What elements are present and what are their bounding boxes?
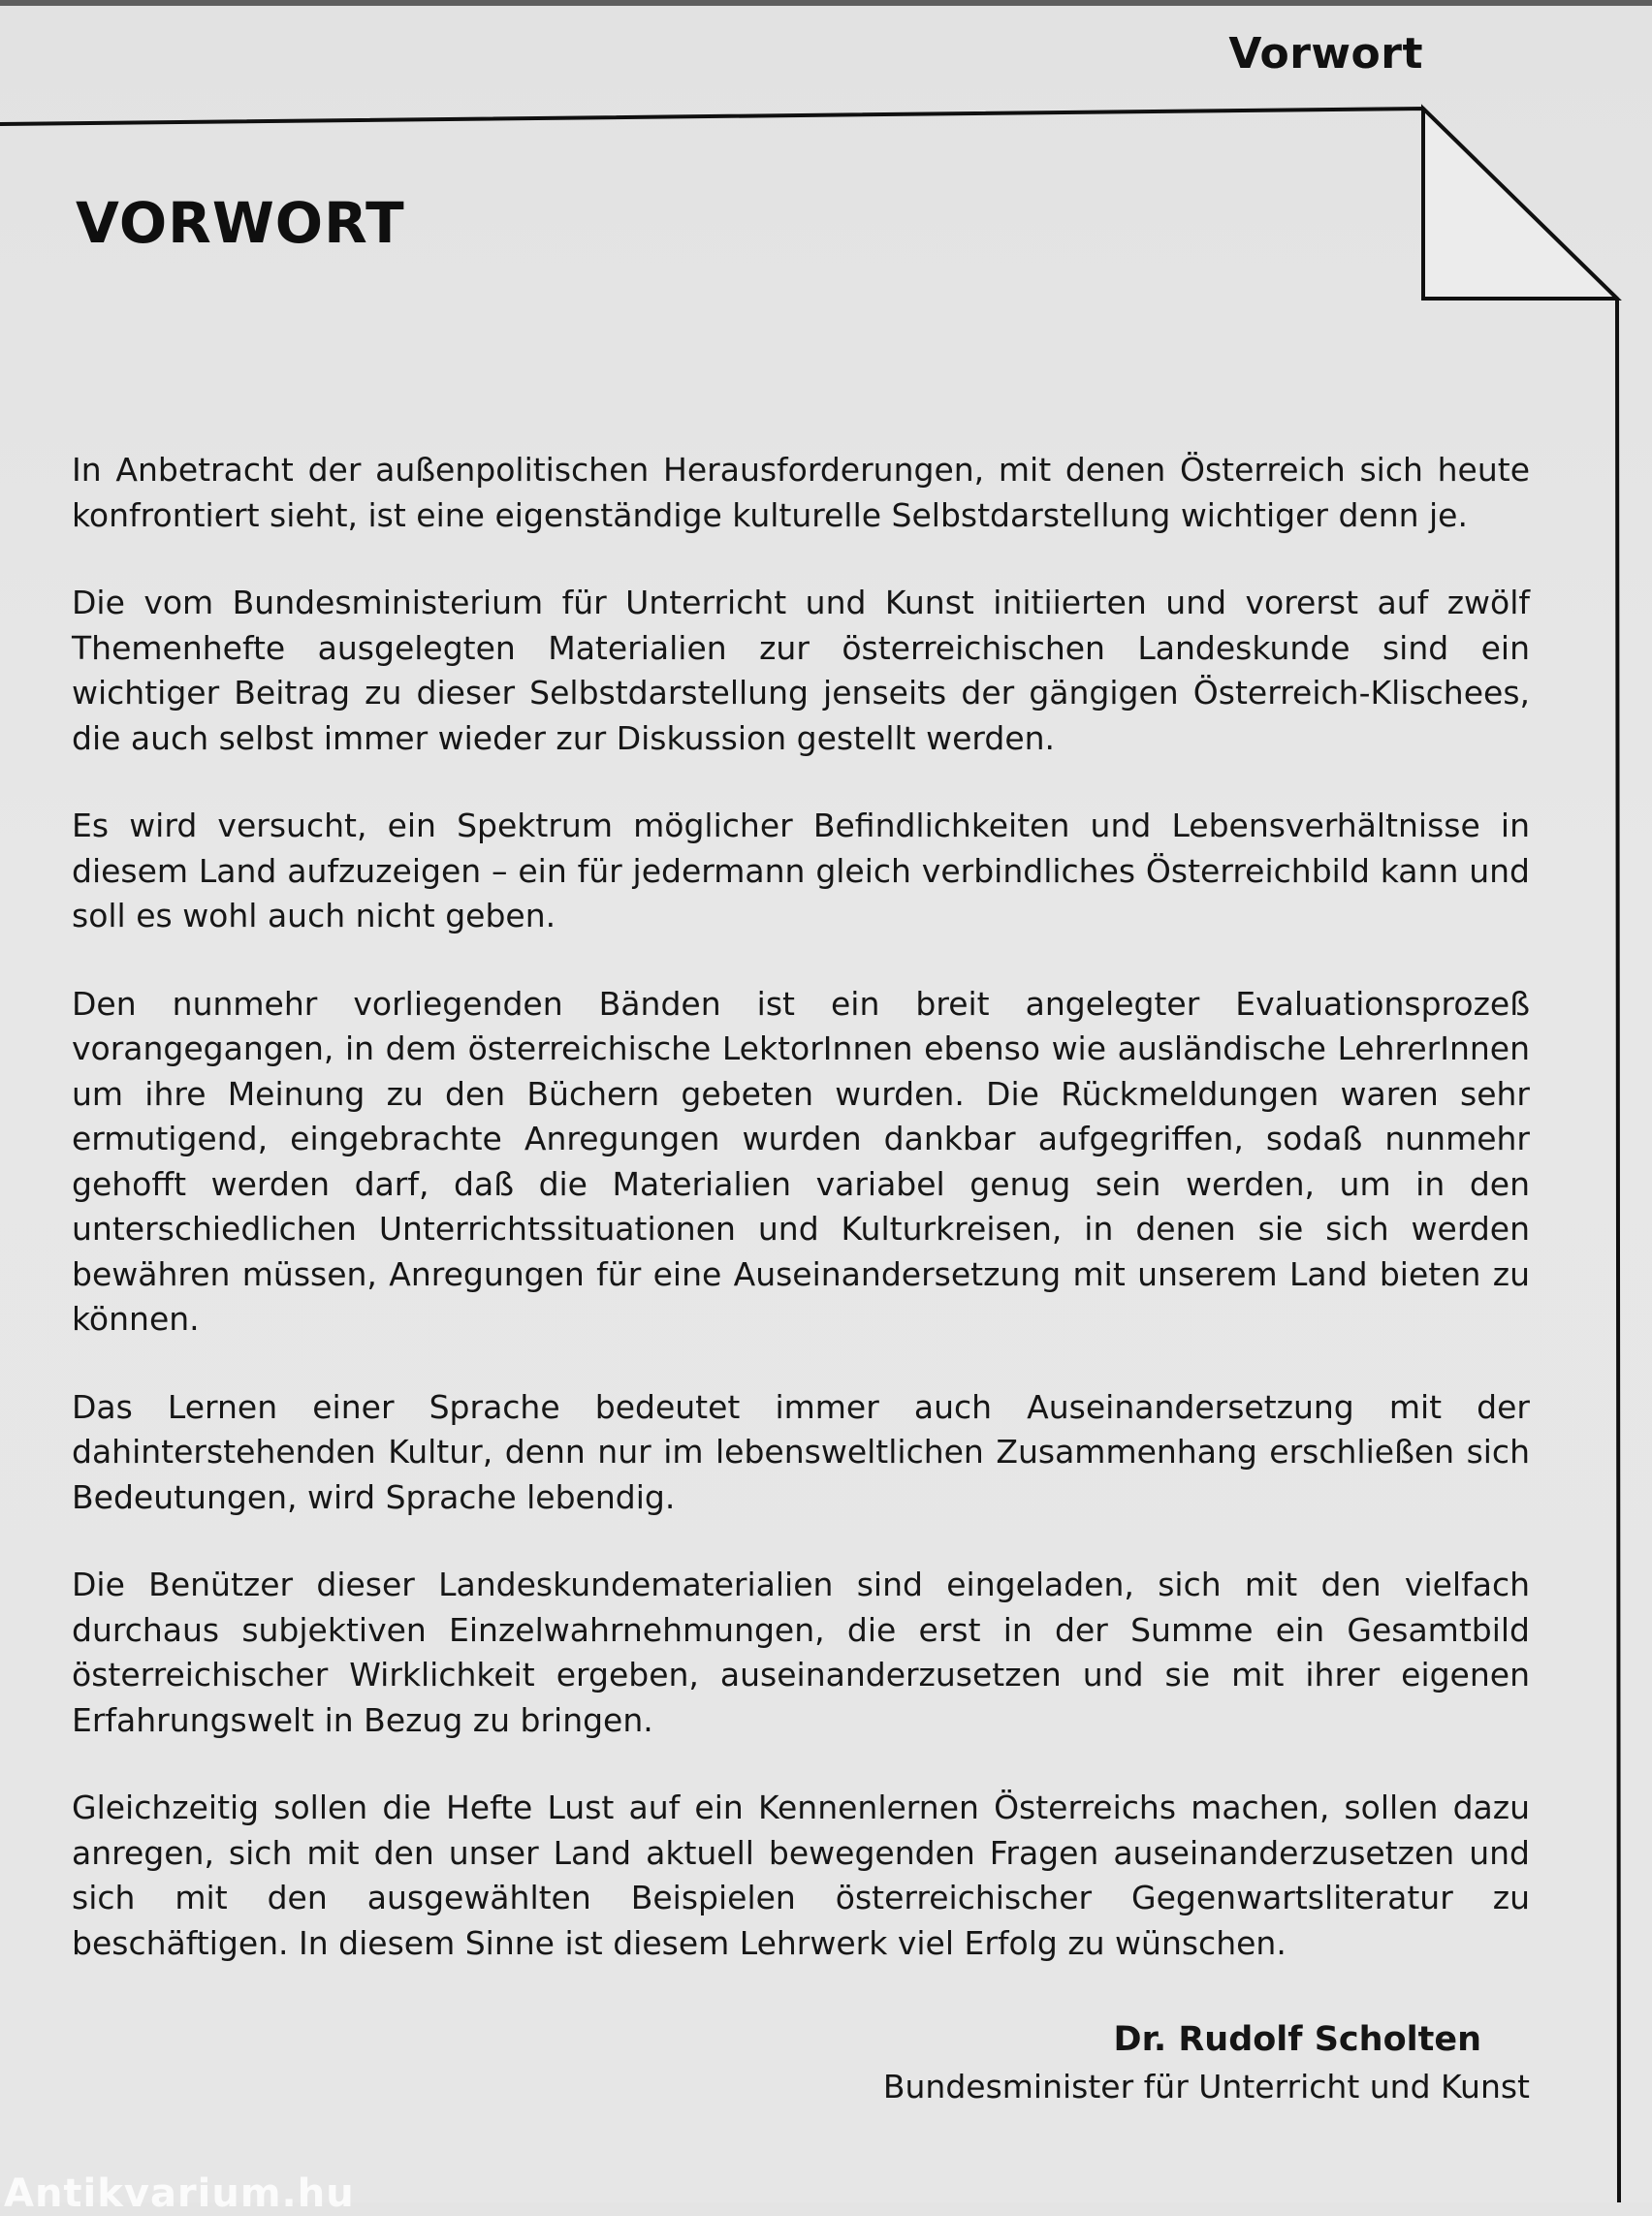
body-text [72,448,1530,1966]
paragraph-6: Die Benützer dieser Landeskundematerialien sind eingeladen, sich mit den vielfach durchaus subjektiven Einzelwahrnehmungen, die erst in der Summe ein Gesamtbild österreichischer Wirklichkeit ergeben, auseinanderzusetzen und sie mit ihrer eigenen Erfahrungswelt in Bezug zu bringen. [72,1566,1530,1739]
paragraph-1: In Anbetracht der außenpolitischen Herausforderungen, mit denen Österreich sich heute konfrontiert sieht, ist eine eigenständige kulturelle Selbstdarstellung wichtiger denn je. [72,451,1530,534]
watermark: Antikvarium.hu [4,2171,355,2216]
paragraph-2: Die vom Bundesministerium für Unterricht und Kunst initiierten und vorerst auf zwölf Themenhefte ausgelegten Materialien zur österreichischen Landeskunde sind ein wichtiger Beitrag zu dieser Selbstdarstellung jenseits der gängigen Österreich-Klischees, die auch selbst immer wieder zur Diskussion gestellt werden. [72,584,1530,757]
signature-block [883,2014,1530,2109]
paragraph-3: Es wird versucht, ein Spektrum möglicher Befindlichkeiten und Lebensverhältnisse in diesem Land aufzuzeigen – ein für jedermann gleich verbindliches Österreichbild kann und soll es wohl auch nicht geben. [72,807,1530,934]
page-title: VORWORT [76,190,405,256]
folded-corner [1423,109,1617,299]
paragraph-4: Den nunmehr vorliegenden Bänden ist ein breit angelegter Evaluationsprozeß vorangegangen, in dem österreichische LektorInnen ebenso wie ausländische LehrerInnen um ihre Meinung zu den Büchern gebeten wurden. Die Rückmeldungen waren sehr ermutigend, eingebrachte Anregungen wurden dankbar aufgegriffen, sodaß nunmehr gehofft werden darf, daß die Materialien variabel genug sein werden, um in den unterschiedlichen Unterrichtssituationen und Kulturkreisen, in denen sie sich werden bewähren müssen, Anregungen für eine Auseinandersetzung mit unserem Land bieten zu können. [72,984,1530,1338]
running-header-title: Vorwort [1228,29,1423,79]
signature-role: Bundesminister für Unterricht und Kunst [882,2068,1530,2105]
paragraph-7: Gleichzeitig sollen die Hefte Lust auf ein Kennenlernen Österreichs machen, sollen dazu anregen, sich mit den unser Land aktuell bewegenden Fragen auseinanderzusetzen und sich mit den ausgewählten Beispielen österreichischer Gegenwartsliteratur zu beschäftigen. In diesem Sinne ist diesem Lehrwerk viel Erfolg zu wünschen. [72,1789,1530,1962]
paragraph-5: Das Lernen einer Sprache bedeutet immer auch Auseinandersetzung mit der dahinterstehenden Kultur, denn nur im lebensweltlichen Zusammenhang erschließen sich Bedeutungen, wird Sprache lebendig. [72,1387,1530,1516]
signature-name: Dr. Rudolf Scholten [1113,2020,1481,2059]
